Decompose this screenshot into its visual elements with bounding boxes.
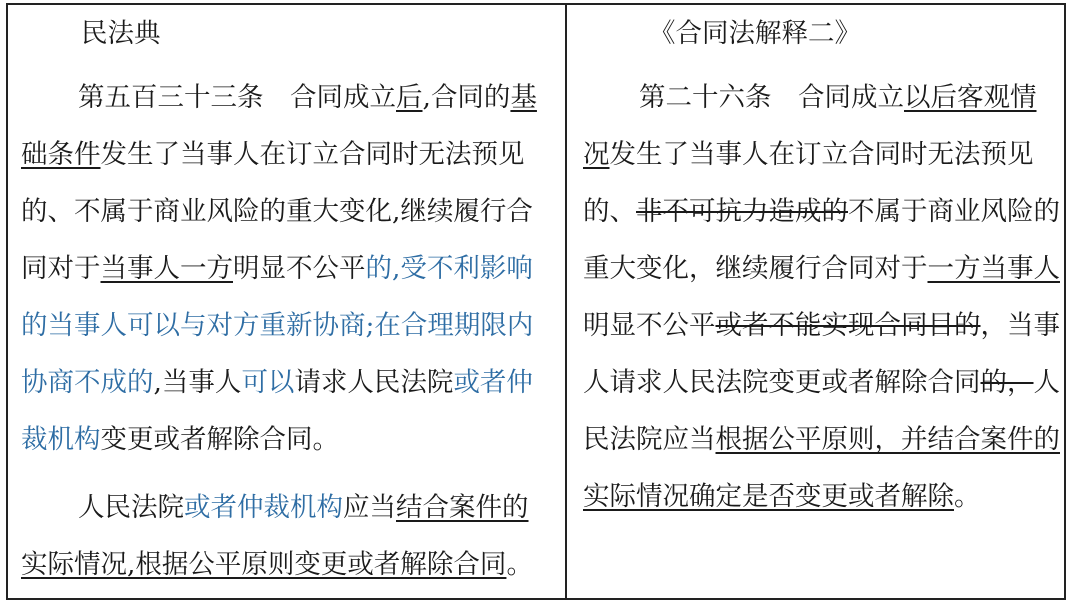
- right-article-line: [583, 195, 1060, 229]
- text-segment: 人: [1033, 367, 1060, 398]
- text-segment: 。: [506, 549, 533, 580]
- text-segment: ,: [422, 82, 431, 113]
- text-segment: 合同的: [430, 82, 511, 113]
- modified-text: 基: [510, 82, 537, 113]
- added-text: 或者仲: [453, 367, 533, 398]
- text-segment: 人请求人民法院变更或者解除合同: [583, 367, 981, 398]
- right-article-line: [583, 423, 1060, 457]
- modified-text: 结合案件的: [396, 492, 529, 523]
- left-article-line: [21, 195, 533, 229]
- added-text: 的,受不利影响: [365, 253, 533, 284]
- text-segment: 应当: [343, 492, 396, 523]
- text-segment: 发生了当事人在订立合同时无法预见: [100, 139, 525, 170]
- right-article-line: [583, 252, 1060, 286]
- text-segment: 发生了当事人在订立合同时无法预见: [609, 139, 1034, 170]
- modified-text: 础条件: [21, 139, 101, 170]
- left-article-line: [21, 252, 533, 286]
- deleted-text: 或者不能实现合同目的: [715, 310, 981, 341]
- text-segment: 人民法院: [78, 492, 184, 523]
- text-segment: 请求人民法院: [294, 367, 454, 398]
- text-segment: 第二十六条 合同成立: [639, 82, 904, 113]
- left-article-line: [21, 138, 525, 172]
- text-segment: 不属于商业风险的: [848, 196, 1060, 227]
- right-article-line: [583, 309, 1060, 343]
- modified-text: 实际情况确定是否变更或者解除: [583, 481, 954, 512]
- deleted-text: 非不可抗力造成的: [636, 196, 848, 227]
- comparison-table: [6, 3, 1066, 600]
- modified-text: 一方当事人: [927, 253, 1060, 284]
- text-segment: 明显不公平: [583, 310, 716, 341]
- text-segment: 民法院应当: [583, 424, 716, 455]
- added-text: 协商不成的: [21, 367, 154, 398]
- left-article-line: [21, 309, 533, 343]
- modified-text: 根据公平原则，并结合案件的: [715, 424, 1060, 455]
- left-article-line: [78, 81, 537, 115]
- text-segment: 变更或者解除合同。: [100, 424, 339, 455]
- text-segment: 明显不公平: [233, 253, 366, 284]
- text-segment: ,当事人: [153, 367, 242, 398]
- modified-text: 实际情况,根据公平原则变更或者解除合同: [21, 549, 507, 580]
- added-text: 或者仲裁机构: [184, 492, 343, 523]
- modified-text: 后: [396, 82, 423, 113]
- right-column-title: 《合同法解释二》: [649, 18, 861, 49]
- right-article-line: [583, 480, 981, 514]
- left-column-title: 民法典: [81, 18, 161, 49]
- text-segment: 的、不属于商业风险的重大变化,继续履行合: [21, 196, 533, 227]
- right-column-contract-law-interpretation: [567, 5, 1066, 598]
- added-text: 可以: [241, 367, 295, 398]
- left-column-civil-code: [8, 5, 565, 598]
- text-segment: 重大变化，继续履行合同对于: [583, 253, 928, 284]
- right-article-line: [583, 366, 1060, 400]
- left-article-line: [21, 366, 533, 400]
- text-segment: 。: [954, 481, 981, 512]
- left-article-line: [21, 548, 533, 582]
- right-article-line: [583, 138, 1034, 172]
- modified-text: 以后客观情: [904, 82, 1037, 113]
- text-segment: ，当事: [980, 310, 1060, 341]
- modified-text: 当事人一方: [100, 253, 233, 284]
- text-segment: 的、: [583, 196, 636, 227]
- added-text: 裁机构: [21, 424, 101, 455]
- left-article-line: [78, 491, 529, 525]
- modified-text: 况: [583, 139, 610, 170]
- right-article-line: [639, 81, 1037, 115]
- text-segment: 同对于: [21, 253, 101, 284]
- text-segment: 第五百三十三条 合同成立: [78, 82, 396, 113]
- deleted-text: 的，: [980, 367, 1034, 398]
- left-article-line: [21, 423, 339, 457]
- added-text: 的当事人可以与对方重新协商;在合理期限内: [21, 310, 534, 341]
